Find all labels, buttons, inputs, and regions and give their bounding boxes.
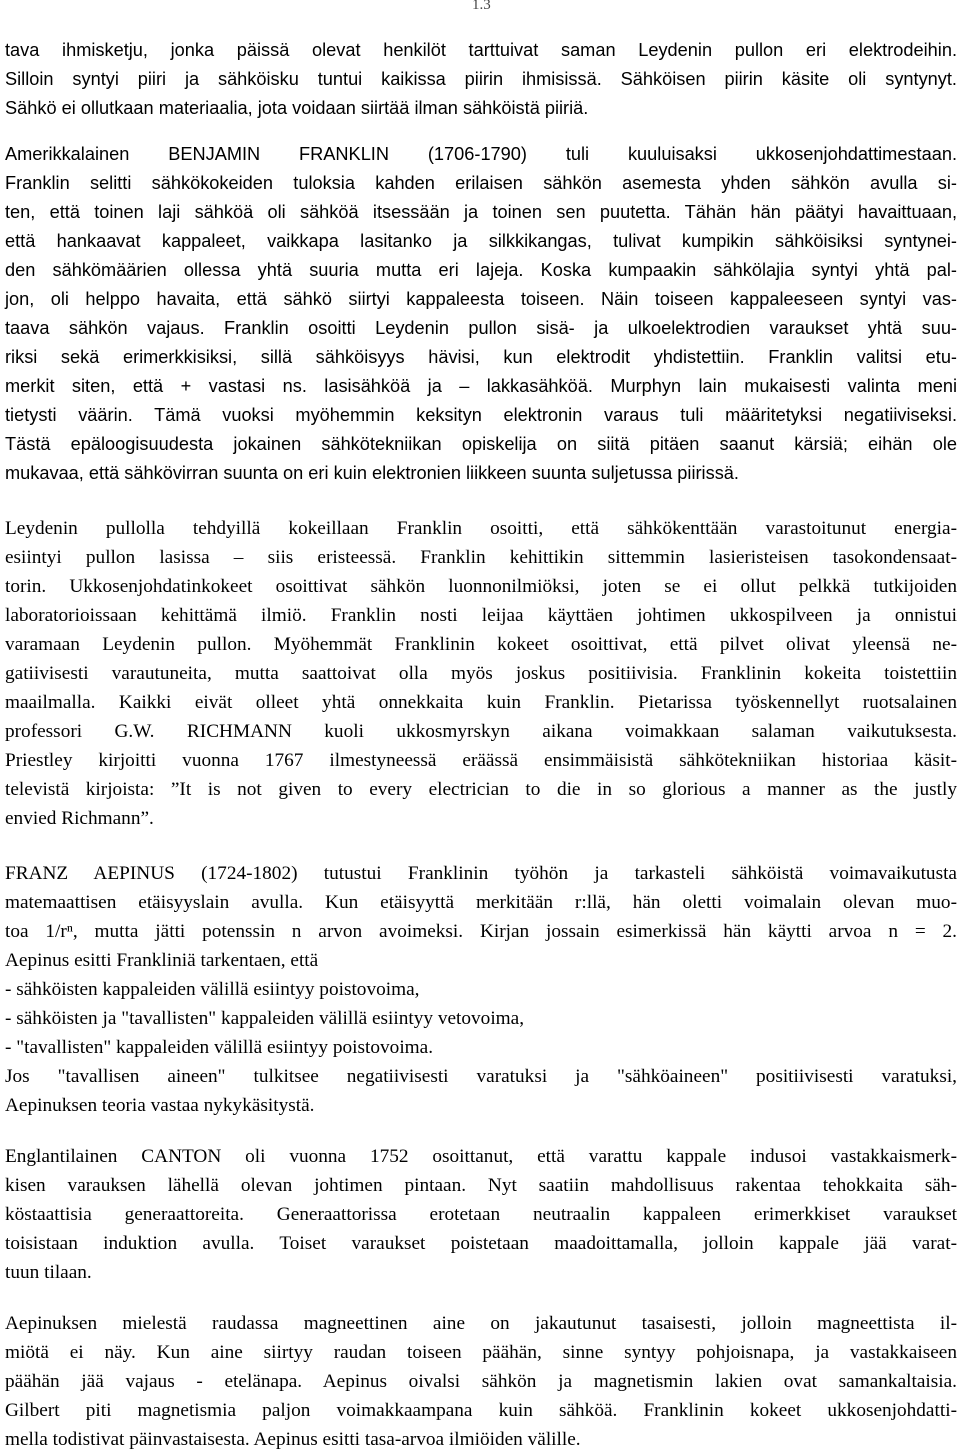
text-line: toisistaan induktion avulla. Toiset varaukset poistetaan maadoittamalla, jolloin kappale jää varat- xyxy=(5,1233,957,1254)
text-line: tietysti väärin. Tämä vuoksi myöhemmin keksityn elektronin varaus tuli määritetyksi negatiiviseksi. xyxy=(5,405,957,425)
list-item: - sähköisten kappaleiden välillä esiintyy poistovoima, xyxy=(5,979,420,1000)
text-line: Sähkö ei ollutkaan materiaalia, jota voidaan siirtää ilman sähköistä piiriä. xyxy=(5,98,589,118)
text-line: tava ihmisketju, jonka päissä olevat henkilöt tarttuivat saman Leydenin pullon eri elektrodeihin. xyxy=(5,40,957,60)
paragraph-aepinus xyxy=(5,859,957,1120)
text-line: Gilbert piti magnetismia paljon voimakkaampana kuin sähköä. Franklinin kokeet ukkosenjohdatti- xyxy=(5,1400,957,1421)
text-line: miötä ei näy. Kun aine siirtyy raudan toiseen päähän, sinne syntyy pohjoisnapa, ja vastakkaiseen xyxy=(5,1342,957,1363)
text-line: varamaan Leydenin pullon. Myöhemmät Franklinin kokeet osoittivat, että pilvet olivat yleensä ne- xyxy=(5,634,957,655)
document-body xyxy=(5,36,957,1454)
paragraph-franklin xyxy=(5,140,957,488)
text-line: taava sähkön vajaus. Franklin osoitti Leydenin pullon sisä- ja ulkoelektrodien varaukset yhtä suu- xyxy=(5,318,957,338)
text-line: riksi sekä erimerkkisiksi, sillä sähköisyys hävisi, kun elektrodit yhdistettiin. Franklin valitsi etu- xyxy=(5,347,957,367)
text-line: jon, oli helppo havaita, että sähkö siirtyi kappaleesta toiseen. Näin toiseen kappaleeseen syntyi vas- xyxy=(5,289,957,309)
text-line: Aepinus esitti Frankliniä tarkentaen, että xyxy=(5,950,319,971)
text-line: Franklin selitti sähkökokeiden tuloksia kahden erilaisen sähkön asemesta yhden sähkön avulla si- xyxy=(5,173,957,193)
text-line: maailmalla. Kaikki eivät olleet yhtä onnekkaita kuin Franklin. Pietarissa työskennellyt ruotsalainen xyxy=(5,692,957,713)
text-line: ten, että toinen laji sähköä oli sähköä itsessään ja toinen sen puutetta. Tähän hän päätyi havaittuaan, xyxy=(5,202,957,222)
text-line: kisen varauksen lähellä olevan johtimen pintaan. Nyt saatiin mahdollisuus rakentaa tehokkaita säh- xyxy=(5,1175,957,1196)
text-line: matemaattisen etäisyyslain avulla. Kun etäisyyttä merkitään r:llä, hän oletti voimalain olevan muo- xyxy=(5,892,957,913)
page-number: 1.3 xyxy=(472,0,491,13)
text-line: merkit siten, että + vastasi ns. lasisähköä ja – lakkasähköä. Murphyn lain mukaisesti valinta meni xyxy=(5,376,957,396)
text-line: professori G.W. RICHMANN kuoli ukkosmyrskyn aikana voimakkaan salaman vaikutuksesta. xyxy=(5,721,957,742)
text-line: toa 1/rⁿ, mutta jätti potenssin n arvon avoimeksi. Kirjan jossain esimerkissä hän käytti arvoa n = 2. xyxy=(5,921,957,942)
text-line: televistä kirjoista: ”It is not given to every electrician to die in so glorious a manner as the justly xyxy=(5,779,957,800)
text-line: Aepinuksen teoria vastaa nykykäsitystä. xyxy=(5,1095,315,1116)
text-line: Aepinuksen mielestä raudassa magneettinen aine on jakautunut tasaisesti, jolloin magneettista il- xyxy=(5,1313,957,1334)
list-item: - "tavallisten" kappaleiden välillä esiintyy poistovoima. xyxy=(5,1037,434,1058)
text-line: Silloin syntyi piiri ja sähköisku tuntui kaikissa piirin ihmisissä. Sähköisen piirin käsite oli syntynyt. xyxy=(5,69,957,89)
text-line: laboratorioissaan kehittämä ilmiö. Franklin nosti leijaa käyttäen johtimen ukkospilveen ja onnistui xyxy=(5,605,957,626)
text-line: tuun tilaan. xyxy=(5,1262,92,1283)
text-line: Amerikkalainen BENJAMIN FRANKLIN (1706-1790) tuli kuuluisaksi ukkosenjohdattimestaan. xyxy=(5,144,957,164)
text-line: den sähkömäärien ollessa yhtä suuria mutta eri lajeja. Koska kumpaakin sähkölajia syntyi yhtä pal- xyxy=(5,260,957,280)
text-line: köstaattisia generaattoreita. Generaattorissa erotetaan neutraalin kappaleen erimerkkiset varaukset xyxy=(5,1204,957,1225)
list-item: - sähköisten ja "tavallisten" kappaleiden välillä esiintyy vetovoima, xyxy=(5,1008,525,1029)
text-line: torin. Ukkosenjohdatinkokeet osoittivat sähkön luonnonilmiöksi, joten se ei ollut pelkkä tutkijoiden xyxy=(5,576,957,597)
text-line: Leydenin pullolla tehdyillä kokeillaan Franklin osoitti, että sähkökenttään varastoitunut energia- xyxy=(5,518,957,539)
text-line: Englantilainen CANTON oli vuonna 1752 osoittanut, että varattu kappale indusoi vastakkaismerk- xyxy=(5,1146,957,1167)
text-line: että hankaavat kappaleet, vaikkapa lasitanko ja silkkikangas, tulivat kumpikin sähköisiksi syntynei- xyxy=(5,231,957,251)
text-line: Priestley kirjoitti vuonna 1767 ilmestyneessä eräässä ensimmäisistä sähkötekniikan historiaa käsit- xyxy=(5,750,957,771)
text-line: mella todistivat päinvastaisesta. Aepinus esitti tasa-arvoa ilmiöiden välille. xyxy=(5,1429,581,1450)
text-line: Jos "tavallisen aineen" tulkitsee negatiivisesti varatuksi ja "sähköaineen" positiivisesti varatuksi, xyxy=(5,1066,957,1087)
paragraph-leyden-energy xyxy=(5,514,957,833)
text-line: Tästä epäloogisuudesta jokainen sähkötekniikan opiskelija on siitä pitäen saanut kärsiä; eihän ole xyxy=(5,434,957,454)
text-line: esiintyi pullon lasissa – siis eristeessä. Franklin kehittikin sittemmin lasieristeisen tasokondensaat- xyxy=(5,547,957,568)
paragraph-magnetism xyxy=(5,1309,957,1454)
text-line: FRANZ AEPINUS (1724-1802) tutustui Franklinin työhön ja tarkasteli sähköistä voimavaikutusta xyxy=(5,863,957,884)
text-line: päähän jää vajaus - etelänapa. Aepinus oivalsi sähkön ja magnetismin lakien ovat samankaltaisia. xyxy=(5,1371,957,1392)
text-line: envied Richmann”. xyxy=(5,808,154,829)
paragraph-circuit xyxy=(5,36,957,123)
text-line: mukavaa, että sähkövirran suunta on eri kuin elektronien liikkeen suunta suljetussa piirissä. xyxy=(5,463,739,483)
text-line: gatiivisesti varautuneita, mutta saattoivat olla myös joskus positiivisia. Franklinin kokeita toistettiin xyxy=(5,663,957,684)
paragraph-canton xyxy=(5,1142,957,1287)
